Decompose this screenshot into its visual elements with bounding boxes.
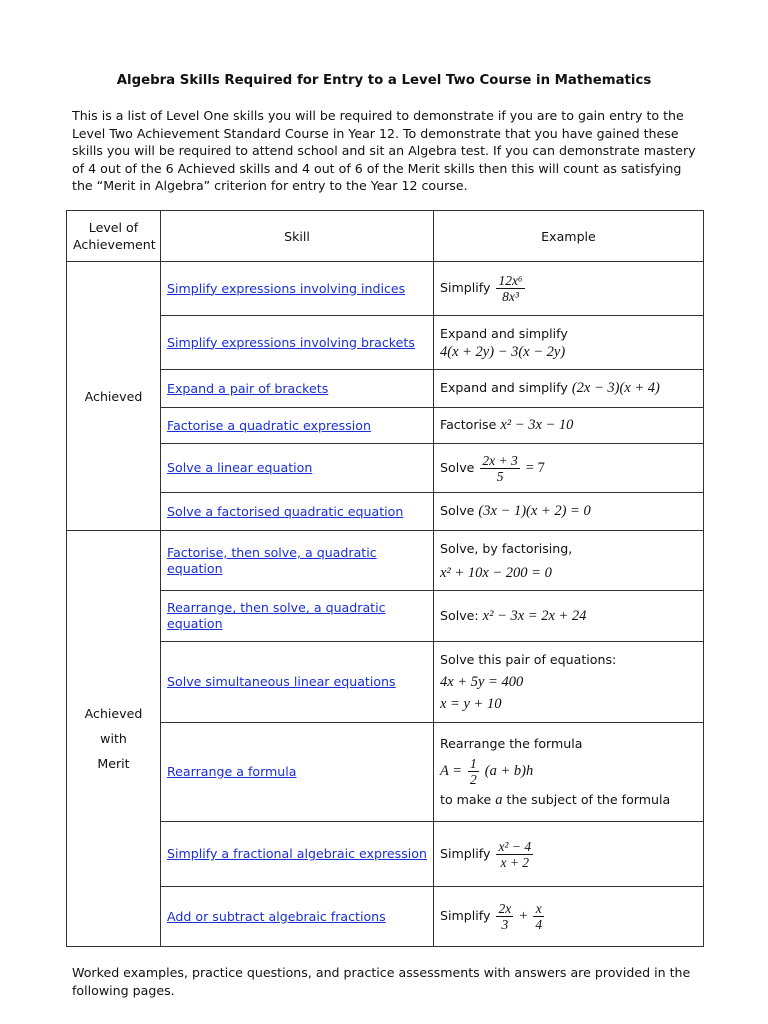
example-math: x² + 10x − 200 = 0 — [440, 564, 552, 581]
example-cell — [434, 887, 704, 947]
example-text: Expand and simplify — [440, 380, 568, 395]
skill-link[interactable]: Simplify expressions involving brackets — [167, 334, 415, 350]
skill-link[interactable]: Factorise, then solve, a quadratic equation — [167, 544, 377, 576]
example-cell — [434, 591, 704, 642]
page-title: Algebra Skills Required for Entry to a Level Two Course in Mathematics — [116, 73, 652, 88]
example-math: = 7 — [525, 459, 545, 476]
header-level: Level of Achievement — [67, 211, 161, 262]
table-row — [67, 822, 704, 887]
example-cell — [434, 723, 704, 822]
example-math: x² − 3x = 2x + 24 — [482, 607, 587, 624]
table-row — [67, 887, 704, 947]
fraction: $\frac{\text{x² − 4}}{x + 2}$ — [498, 838, 532, 870]
example-text: the subject of the formula — [506, 792, 671, 807]
table-row — [67, 444, 704, 493]
table-row — [67, 316, 704, 370]
intro-line: Level Two Achievement Standard Course in Year 12. To demonstrate that you have gained these — [72, 125, 679, 141]
example-math: a — [495, 792, 503, 808]
skill-link[interactable]: Simplify a fractional algebraic expression — [167, 846, 427, 861]
table-row — [67, 493, 704, 531]
example-math: + — [519, 908, 528, 924]
example-math: (3x − 1)(x + 2) = 0 — [478, 503, 591, 519]
skill-link[interactable]: Rearrange, then solve, a quadratic equation — [167, 600, 386, 631]
example-text: Simplify — [440, 908, 491, 923]
table-row — [67, 531, 704, 591]
example-cell — [434, 444, 704, 493]
fraction: $\frac{\text{12x⁶}}{\text{8x³}}$ — [498, 273, 523, 304]
intro-line: of 4 out of the 6 Achieved skills and 4 out of 6 of the Merit skills then this will count as satisfying — [72, 160, 682, 176]
header-example: Example — [434, 211, 704, 262]
example-cell — [434, 493, 704, 531]
skill-link[interactable]: Factorise a quadratic expression — [167, 417, 371, 433]
example-cell — [434, 408, 704, 444]
level-merit — [67, 531, 161, 947]
intro-line: the “Merit in Algebra” criterion for entry to the Year 12 course. — [72, 178, 468, 194]
example-text: Solve this pair of equations: — [440, 652, 617, 667]
example-cell — [434, 370, 704, 408]
level-merit-line: Achieved — [84, 706, 143, 721]
skill-link[interactable]: Solve a factorised quadratic equation — [167, 503, 404, 519]
intro-line: This is a list of Level One skills you will be required to demonstrate if you are to gain entry to the — [72, 108, 684, 123]
level-merit-line: Merit — [97, 756, 130, 771]
intro-line: skills you will be required to attend school and sit an Algebra test. If you can demonstrate mastery — [72, 143, 696, 159]
table-row — [67, 642, 704, 723]
intro-paragraph — [72, 107, 712, 195]
example-cell — [434, 262, 704, 316]
fraction: $\frac{1}{2}$ — [470, 756, 477, 787]
example-math: (a + b)h — [484, 763, 534, 779]
example-cell — [434, 822, 704, 887]
header-skill: Skill — [161, 211, 434, 262]
example-math: 4(x + 2y) − 3(x − 2y) — [440, 343, 566, 360]
table-header-row — [67, 211, 704, 262]
level-merit-line: with — [100, 731, 127, 746]
example-math: x = y + 10 — [440, 696, 502, 712]
skill-link[interactable]: Add or subtract algebraic fractions — [167, 908, 386, 924]
table-row — [67, 723, 704, 822]
example-text: Simplify — [440, 280, 491, 295]
example-cell — [434, 642, 704, 723]
table-row — [67, 262, 704, 316]
fraction: $\frac{x}{4}$ — [535, 901, 543, 932]
table-row — [67, 370, 704, 408]
example-cell — [434, 531, 704, 591]
example-text: Factorise — [440, 417, 497, 432]
example-text: Solve — [440, 459, 475, 475]
example-text: Solve — [440, 503, 475, 518]
fraction: $\frac{2x + 3}{5}$ — [482, 452, 518, 484]
skill-link[interactable]: Simplify expressions involving indices — [167, 280, 406, 296]
example-math: 4x + 5y = 400 — [440, 674, 524, 690]
table-row — [67, 591, 704, 642]
table-row — [67, 408, 704, 444]
example-math: (2x − 3)(x + 4) — [571, 380, 660, 396]
example-text: Solve, by factorising, — [440, 540, 573, 556]
fraction: $\frac{2x}{3}$ — [498, 901, 512, 932]
example-math: x² − 3x − 10 — [500, 417, 574, 433]
example-text: Rearrange the formula — [440, 736, 583, 751]
skill-link[interactable]: Rearrange a formula — [167, 764, 297, 779]
example-text: to make — [440, 792, 492, 807]
example-text: Expand and simplify — [440, 325, 568, 341]
example-cell — [434, 316, 704, 370]
example-text: Solve: — [440, 607, 479, 623]
skill-link[interactable]: Solve simultaneous linear equations — [167, 674, 396, 689]
skill-link[interactable]: Solve a linear equation — [167, 460, 313, 475]
skill-link[interactable]: Expand a pair of brackets — [167, 380, 329, 396]
level-achieved: Achieved — [67, 262, 161, 531]
skills-table — [66, 210, 704, 947]
example-math: A = — [440, 763, 463, 779]
example-text: Simplify — [440, 845, 491, 861]
footer-note: Worked examples, practice questions, and practice assessments with answers are provided in the following pages. — [72, 965, 691, 998]
